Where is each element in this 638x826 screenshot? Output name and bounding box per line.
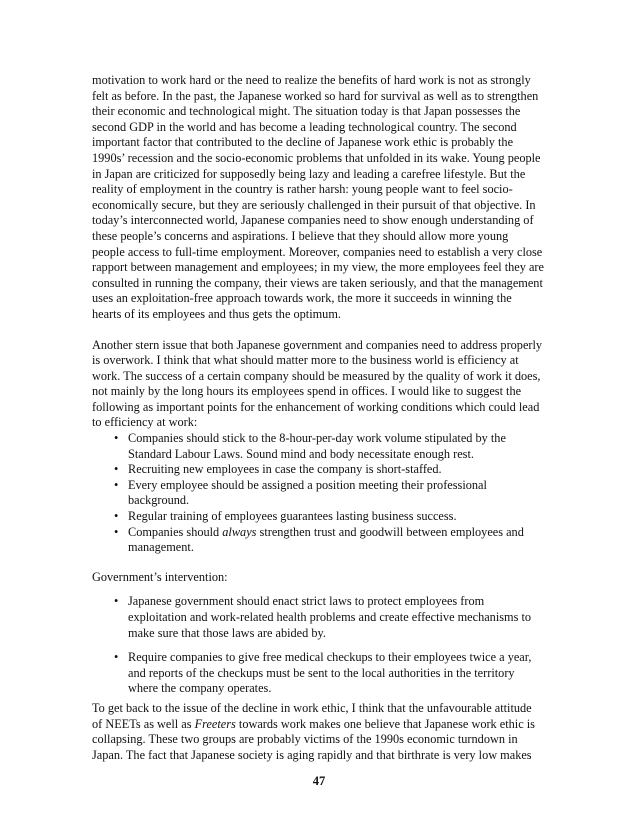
- government-points-list: [92, 594, 544, 697]
- list-item: [92, 431, 544, 462]
- list-item: [92, 462, 544, 478]
- emphasis-text: Freeters: [194, 716, 236, 731]
- paragraph-neets-freeters: To get back to the issue of the decline in work ethic, I think that the unfavourable attitude of NEETs as well as Freeters towards work makes one believe that Japanese work ethic is collapsing. These two groups are probably victims of the 1990s economic turndown in Japan. The fact that Japanese society is aging rapidly and that birthrate is very low makes: [92, 700, 535, 762]
- list-item-text: Companies should stick to the 8-hour-per-day work volume stipulated by the Standard Labour Laws. Sound mind and body necessitate enough rest.: [128, 431, 506, 461]
- bullet-icon: •: [114, 462, 119, 477]
- bullet-icon: •: [114, 431, 119, 446]
- bullet-icon: •: [114, 524, 119, 539]
- government-heading: Government’s intervention:: [92, 569, 228, 584]
- list-item-text: Every employee should be assigned a position meeting their professional background.: [128, 477, 487, 508]
- bullet-icon: •: [114, 509, 119, 524]
- list-item: [92, 509, 544, 525]
- emphasis-text: always: [222, 524, 257, 539]
- list-item: [92, 525, 544, 556]
- list-item-text: Regular training of employees guarantees lasting business success.: [128, 509, 457, 524]
- list-item-text: Japanese government should enact strict laws to protect employees from exploitation and work-related health problems and create effective mechanisms to make sure that those laws are abided by.: [128, 594, 532, 640]
- list-item-text: Companies should always strengthen trust and goodwill between employees and management.: [128, 524, 524, 555]
- list-item: [92, 594, 544, 641]
- page-number: 47: [312, 774, 326, 788]
- bullet-icon: •: [114, 594, 119, 609]
- list-item-text: Require companies to give free medical checkups to their employees twice a year, and reports of the checkups must be sent to the local authorities in the territory where the company operates.: [128, 650, 532, 696]
- company-points-list: [92, 431, 544, 556]
- list-item: [92, 650, 544, 697]
- list-item-text: Recruiting new employees in case the company is short-staffed.: [128, 462, 442, 477]
- bullet-icon: •: [114, 650, 119, 665]
- paragraph-overwork: Another stern issue that both Japanese government and companies need to address properly is overwork. I think that what should matter more to the business world is efficiency at work. The success of a certain company should be measured by the quality of work it does, not mainly by the long hours its employees spend in offices. I would like to suggest the following as important points for the enhancement of working conditions which could lead to efficiency at work:: [92, 337, 543, 430]
- bullet-icon: •: [114, 477, 119, 492]
- paragraph-work-ethic: motivation to work hard or the need to realize the benefits of hard work is not as strongly felt as before. In the past, the Japanese worked so hard for survival as well as to strengthen their economic and technological might. The situation today is that Japan possesses the second GDP in the world and has become a leading technological country. The second important factor that contributed to the decline of Japanese work ethic is probably the 1990s’ recession and the socio-economic problems that unfolded in its wake. Young people in Japan are criticized for supposedly being lazy and leading a carefree lifestyle. But the reality of employment in the country is rather harsh: young people want to feel socio-economically secure, but they are seriously challenged in their pursuit of that objective. In today’s interconnected world, Japanese companies need to show enough understanding of these people’s concerns and aspirations. I believe that they should allow more young people access to full-time employment. Moreover, companies need to establish a very close rapport between management and employees; in my view, the more employees feel they are consulted in running the company, their views are taken seriously, and that the management uses an exploitation-free approach towards work, the more it succeeds in winning the hearts of its employees and thus gets the optimum.: [92, 73, 544, 321]
- list-item: [92, 478, 544, 509]
- body-text: [92, 73, 544, 763]
